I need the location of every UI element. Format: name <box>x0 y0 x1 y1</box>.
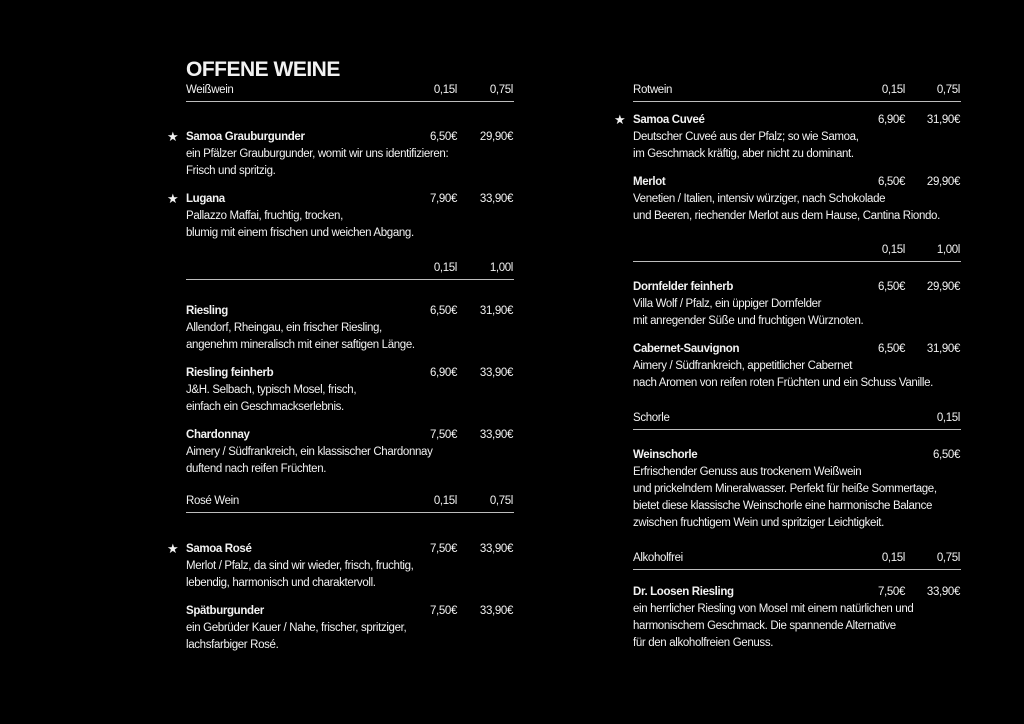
wine-price: 33,90€ <box>479 543 513 555</box>
wine-description: einfach ein Geschmackserlebnis. <box>186 401 344 413</box>
wine-price: 31,90€ <box>926 343 960 355</box>
wine-price: 6,50€ <box>429 131 457 143</box>
wine-description: angenehm mineralisch mit einer saftigen Länge. <box>186 339 415 351</box>
wine-description: Pallazzo Maffai, fruchtig, trocken, <box>186 210 343 222</box>
wine-price: 6,90€ <box>877 114 905 126</box>
wine-price: 31,90€ <box>926 114 960 126</box>
wine-description: Allendorf, Rheingau, ein frischer Riesling, <box>186 322 382 334</box>
wine-price: 33,90€ <box>479 193 513 205</box>
wine-price: 33,90€ <box>479 605 513 617</box>
wine-description: Merlot / Pfalz, da sind wir wieder, frisch, fruchtig, <box>186 560 414 572</box>
section-divider <box>633 429 961 430</box>
wine-description: J&H. Selbach, typisch Mosel, frisch, <box>186 384 357 396</box>
size-header: 0,75l <box>489 495 513 507</box>
wine-description: Aimery / Südfrankreich, ein klassischer Chardonnay <box>186 446 433 458</box>
wine-name: Weinschorle <box>633 449 698 461</box>
wine-price: 6,50€ <box>877 281 905 293</box>
size-header: 0,15l <box>433 495 457 507</box>
size-header: 1,00l <box>936 244 960 256</box>
wine-name: Chardonnay <box>186 429 250 441</box>
wine-description: Frisch und spritzig. <box>186 165 276 177</box>
section-label: Rosé Wein <box>186 495 239 507</box>
wine-name: Spätburgunder <box>186 605 264 617</box>
wine-description: bietet diese klassische Weinschorle eine harmonische Balance <box>633 500 933 512</box>
star-icon: ★ <box>167 541 179 556</box>
size-header: 0,15l <box>881 244 905 256</box>
wine-description: mit anregender Süße und fruchtigen Würznoten. <box>633 315 864 327</box>
section-divider <box>633 101 961 102</box>
star-icon: ★ <box>167 129 179 144</box>
wine-description: Deutscher Cuveé aus der Pfalz; so wie Samoa, <box>633 131 859 143</box>
wine-price: 6,50€ <box>877 343 905 355</box>
wine-price: 33,90€ <box>926 586 960 598</box>
size-header: 0,75l <box>936 552 960 564</box>
section-divider <box>633 261 961 262</box>
section-label: Weißwein <box>186 84 234 96</box>
wine-name: Samoa Grauburgunder <box>186 131 305 143</box>
size-header: 0,15l <box>881 552 905 564</box>
wine-description: und prickelndem Mineralwasser. Perfekt für heiße Sommertage, <box>633 483 937 495</box>
wine-name: Cabernet-Sauvignon <box>633 343 740 355</box>
wine-name: Dr. Loosen Riesling <box>633 586 734 598</box>
wine-description: ein Gebrüder Kauer / Nahe, frischer, spritziger, <box>186 622 407 634</box>
wine-description: lebendig, harmonisch und charaktervoll. <box>186 577 376 589</box>
star-icon: ★ <box>614 112 626 127</box>
wine-name: Lugana <box>186 193 225 205</box>
wine-description: Villa Wolf / Pfalz, ein üppiger Dornfelder <box>633 298 822 310</box>
size-header: 0,15l <box>881 84 905 96</box>
wine-description: zwischen fruchtigem Wein und spritziger Leichtigkeit. <box>633 517 884 529</box>
section-label: Schorle <box>633 412 670 424</box>
wine-description: Venetien / Italien, intensiv würziger, nach Schokolade <box>633 193 886 205</box>
wine-description: duftend nach reifen Früchten. <box>186 463 327 475</box>
wine-description: Erfrischender Genuss aus trockenem Weißwein <box>633 466 862 478</box>
wine-price: 7,50€ <box>877 586 905 598</box>
wine-price: 33,90€ <box>479 367 513 379</box>
section-label: Rotwein <box>633 84 673 96</box>
size-header: 1,00l <box>489 262 513 274</box>
size-header: 0,15l <box>433 262 457 274</box>
wine-description: im Geschmack kräftig, aber nicht zu dominant. <box>633 148 854 160</box>
size-header: 0,15l <box>936 412 960 424</box>
wine-name: Merlot <box>633 176 666 188</box>
wine-price: 29,90€ <box>926 281 960 293</box>
section-divider <box>186 279 514 280</box>
section-divider <box>633 569 961 570</box>
wine-name: Riesling feinherb <box>186 367 274 379</box>
wine-description: ein herrlicher Riesling von Mosel mit einem natürlichen und <box>633 603 914 615</box>
section-label: Alkoholfrei <box>633 552 683 564</box>
wine-price: 6,50€ <box>877 176 905 188</box>
size-header: 0,15l <box>433 84 457 96</box>
wine-price: 31,90€ <box>479 305 513 317</box>
wine-description: lachsfarbiger Rosé. <box>186 639 279 651</box>
wine-name: Samoa Cuveé <box>633 114 705 126</box>
wine-price: 7,50€ <box>429 605 457 617</box>
section-divider <box>186 512 514 513</box>
wine-description: und Beeren, riechender Merlot aus dem Hause, Cantina Riondo. <box>633 210 940 222</box>
page-title: OFFENE WEINE <box>186 58 340 81</box>
wine-description: ein Pfälzer Grauburgunder, womit wir uns identifizieren: <box>186 148 449 160</box>
size-header: 0,75l <box>936 84 960 96</box>
wine-price: 33,90€ <box>479 429 513 441</box>
wine-name: Riesling <box>186 305 228 317</box>
wine-description: Aimery / Südfrankreich, appetitlicher Cabernet <box>633 360 853 372</box>
wine-price: 7,50€ <box>429 429 457 441</box>
wine-price: 6,50€ <box>932 449 960 461</box>
star-icon: ★ <box>167 191 179 206</box>
wine-price: 29,90€ <box>479 131 513 143</box>
wine-description: nach Aromen von reifen roten Früchten und ein Schuss Vanille. <box>633 377 933 389</box>
section-divider <box>186 101 514 102</box>
wine-price: 6,90€ <box>429 367 457 379</box>
wine-price: 6,50€ <box>429 305 457 317</box>
size-header: 0,75l <box>489 84 513 96</box>
wine-price: 7,50€ <box>429 543 457 555</box>
wine-price: 29,90€ <box>926 176 960 188</box>
wine-description: blumig mit einem frischen und weichen Abgang. <box>186 227 414 239</box>
wine-name: Samoa Rosé <box>186 543 252 555</box>
wine-name: Dornfelder feinherb <box>633 281 734 293</box>
wine-price: 7,90€ <box>429 193 457 205</box>
wine-description: für den alkoholfreien Genuss. <box>633 637 774 649</box>
wine-description: harmonischem Geschmack. Die spannende Alternative <box>633 620 896 632</box>
